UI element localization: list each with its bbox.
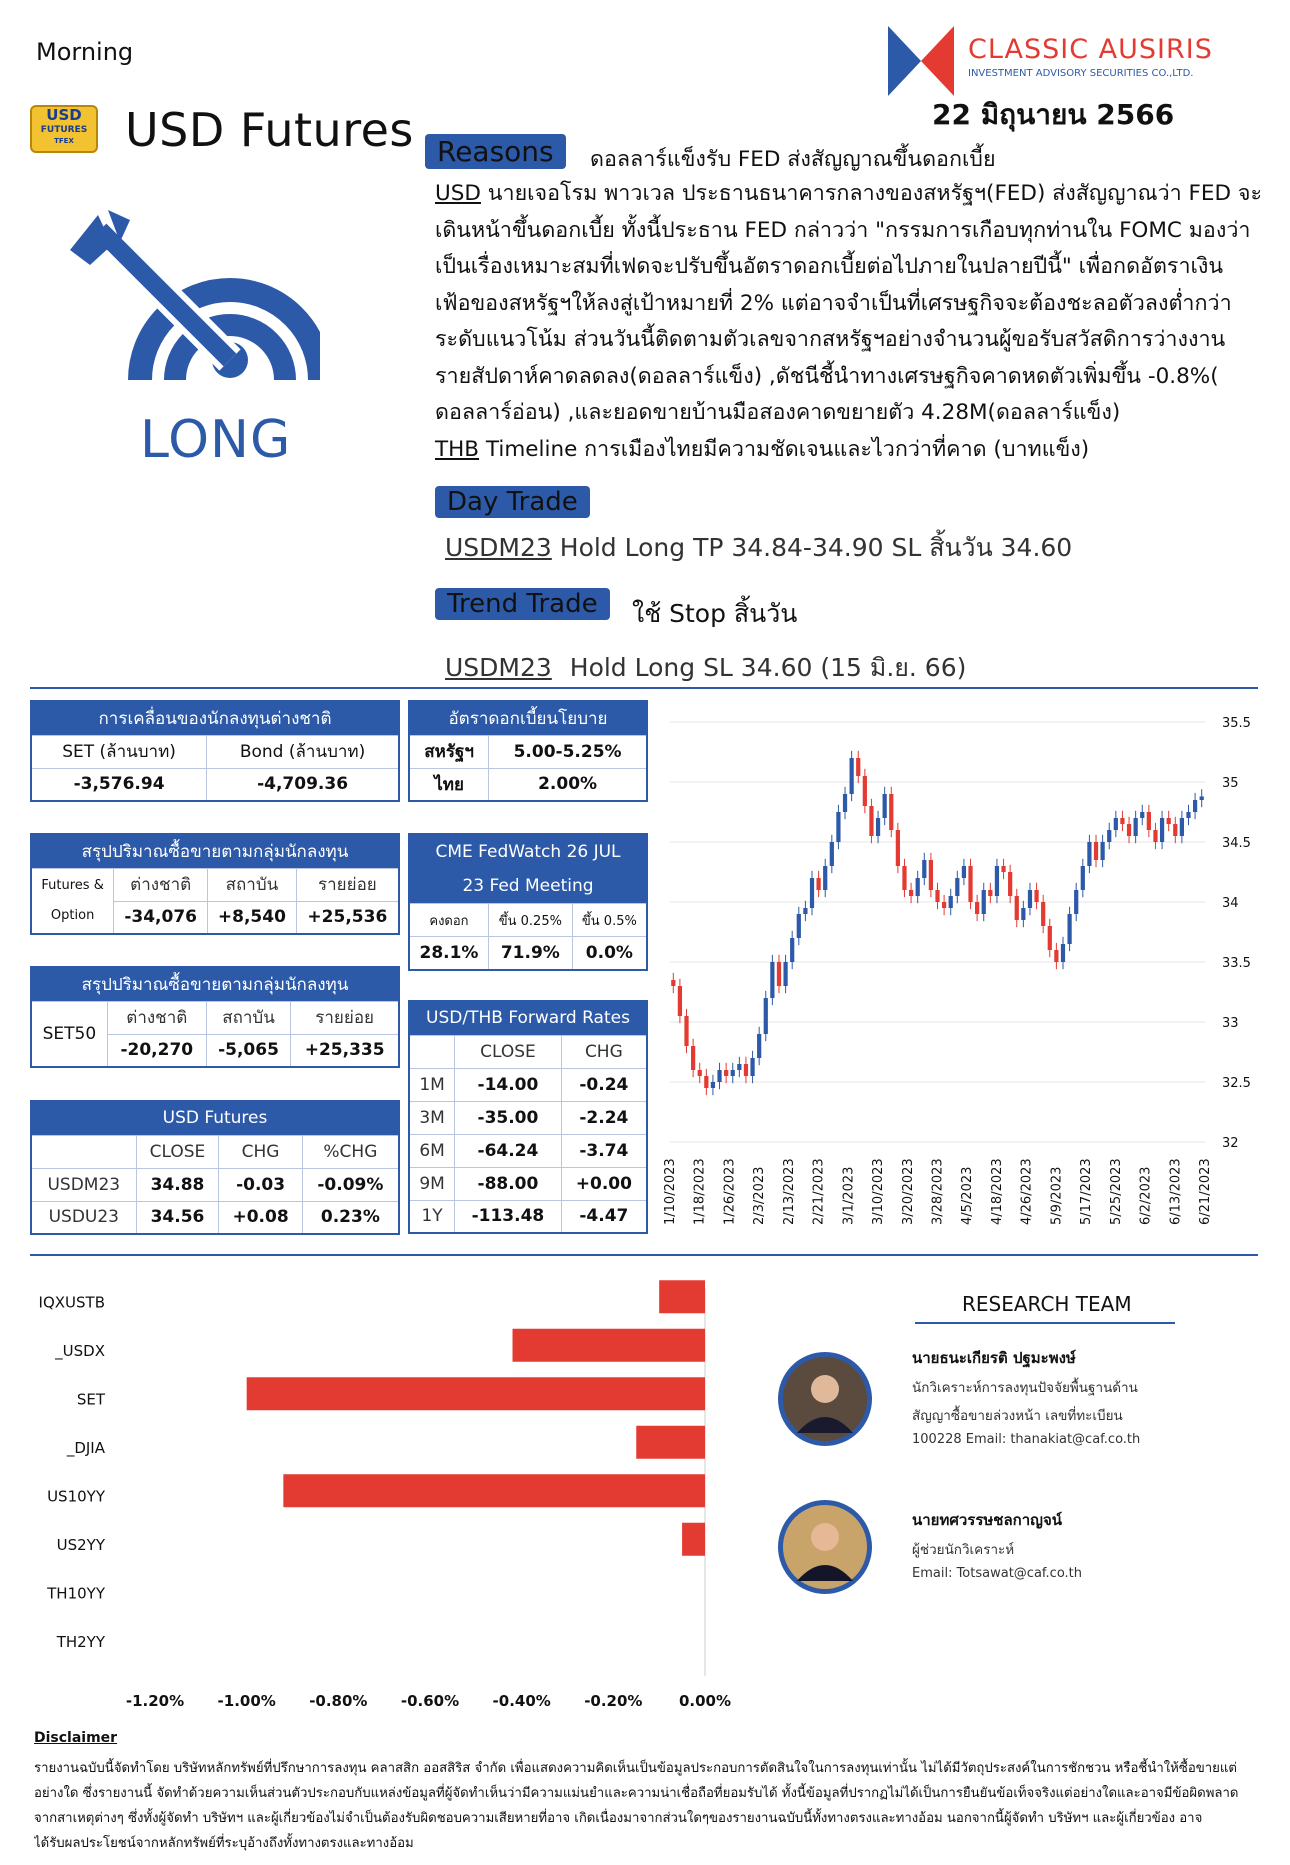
candle-body	[1173, 824, 1177, 836]
set50-flow-rowlabel: SET50	[31, 1001, 107, 1067]
x-tick-label: 1/10/2023	[663, 1158, 678, 1225]
candle-body	[1153, 830, 1157, 842]
candle-body	[896, 830, 900, 866]
x-tick-label: 0.00%	[678, 1692, 732, 1710]
candle-body	[916, 878, 920, 896]
thb-line: Timeline การเมืองไทยมีความชัดเจนและไวกว่าที่คาด (บาทแข็ง)	[485, 436, 1090, 462]
candle-body	[764, 998, 768, 1034]
policy-rate-table	[408, 700, 648, 802]
futures-flow-v3: +25,536	[296, 901, 399, 934]
usd-futures-symbol: USDM23	[31, 1168, 136, 1201]
x-tick-label: -0.40%	[492, 1692, 551, 1710]
product-title: USD Futures	[125, 103, 414, 157]
brand-subtitle: INVESTMENT ADVISORY SECURITIES CO.,LTD.	[968, 68, 1194, 79]
candle-body	[737, 1064, 741, 1070]
trend-trade-symbol: USDM23	[445, 653, 552, 682]
fedwatch-v2: 71.9%	[488, 937, 572, 970]
researcher-1-line-3: 100228 Email: thanakiat@caf.co.th	[912, 1432, 1141, 1447]
candle-body	[1186, 812, 1190, 818]
trend-trade-text: Hold Long SL 34.60 (15 มิ.ย. 66)	[569, 653, 967, 682]
forward-h2: CHG	[561, 1035, 647, 1068]
candle-body	[816, 878, 820, 890]
x-tick-label: 5/25/2023	[1108, 1158, 1124, 1225]
person-icon	[783, 1505, 867, 1589]
candle-body	[731, 1070, 735, 1076]
forward-chg: +0.00	[561, 1167, 647, 1200]
futures-flow-h3: รายย่อย	[296, 868, 399, 901]
divider-top	[30, 687, 1258, 689]
candle-body	[1021, 908, 1025, 920]
candle-body	[1094, 842, 1098, 860]
candle-body	[1015, 896, 1019, 920]
x-tick-label: 2/13/2023	[781, 1158, 797, 1225]
disclaimer-title: Disclaimer	[34, 1730, 118, 1746]
futures-flow-rowlabel1: Futures &	[41, 877, 104, 893]
candle-body	[1160, 818, 1164, 842]
researcher-1-name: นายธนะเกียรติ ปฐมะพงษ์	[912, 1349, 1076, 1367]
x-tick-label: 3/20/2023	[900, 1158, 916, 1225]
set50-flow-table	[30, 966, 400, 1068]
candle-body	[856, 758, 860, 776]
x-tick-label: 4/18/2023	[989, 1158, 1005, 1225]
x-tick-label: 4/5/2023	[960, 1166, 976, 1225]
candle-body	[1041, 902, 1045, 926]
y-tick-label: 35.5	[1222, 716, 1251, 731]
bar	[513, 1329, 706, 1362]
candle-body	[1087, 842, 1091, 866]
candle-body	[691, 1046, 695, 1070]
policy-rate-v1: 5.00-5.25%	[489, 735, 647, 768]
trend-trade-note: ใช้ Stop สิ้นวัน	[632, 599, 798, 628]
candle-body	[883, 794, 887, 818]
usd-futures-chg: -0.03	[219, 1168, 302, 1201]
policy-rate-r2: ไทย	[409, 768, 489, 801]
disclaimer-body	[34, 1756, 1264, 1856]
candle-body	[1120, 818, 1124, 824]
candle-body	[770, 962, 774, 998]
usd-futures-close: 34.88	[136, 1168, 219, 1201]
candle-body	[942, 902, 946, 908]
disclaimer-line: ได้รับผลประโยชน์จากหลักทรัพย์ที่ระบุอ้างถึงทั้งทางตรงและทางอ้อม	[34, 1836, 414, 1851]
fedwatch-v1: 28.1%	[409, 937, 488, 970]
forward-tenor: 9M	[409, 1167, 455, 1200]
y-tick-label: 35	[1222, 776, 1239, 791]
forward-close: -14.00	[455, 1068, 562, 1101]
set50-flow-v2: -5,065	[206, 1034, 291, 1067]
x-tick-label: 2/21/2023	[811, 1158, 827, 1225]
policy-rate-title: อัตราดอกเบี้ยนโยบาย	[409, 701, 647, 735]
x-tick-label: 6/21/2023	[1198, 1158, 1213, 1225]
bar-category-label: IQXUSTB	[38, 1293, 105, 1312]
y-tick-label: 34	[1222, 896, 1239, 911]
forward-chg: -2.24	[561, 1101, 647, 1134]
forward-tenor: 3M	[409, 1101, 455, 1134]
usd-futures-symbol: USDU23	[31, 1201, 136, 1234]
forward-close: -113.48	[455, 1200, 562, 1233]
forward-h1: CLOSE	[455, 1035, 562, 1068]
researcher-2-line-1: ผู้ช่วยนักวิเคราะห์	[912, 1542, 1015, 1558]
bar-category-label: TH2YY	[56, 1632, 105, 1651]
futures-flow-table	[30, 833, 400, 935]
researcher-1-line-2: สัญญาซื้อขายล่วงหน้า เลขที่ทะเบียน	[912, 1408, 1123, 1424]
x-tick-label: 5/9/2023	[1049, 1166, 1065, 1225]
table-row	[409, 1068, 647, 1101]
candle-body	[889, 794, 893, 830]
x-tick-label: 6/2/2023	[1138, 1166, 1154, 1225]
reasons-line-6: รายสัปดาห์คาดลดลง(ดอลลาร์แข็ง) ,ดัชนีชี้นำทางเศรษฐกิจคาดหดตัวเพิ่มขึ้น -0.8%(	[435, 363, 1219, 389]
reasons-headline: ดอลลาร์แข็งรับ FED ส่งสัญญาณขึ้นดอกเบี้ย	[590, 147, 996, 172]
fedwatch-h1: คงดอก	[409, 904, 488, 937]
candle-body	[869, 806, 873, 836]
candle-body	[1101, 842, 1105, 860]
candle-body	[671, 980, 675, 986]
day-trade-text: Hold Long TP 34.84-34.90 SL สิ้นวัน 34.60	[559, 533, 1073, 562]
candle-body	[1054, 950, 1058, 962]
x-tick-label: 3/10/2023	[871, 1158, 887, 1225]
change-bar-chart	[30, 1280, 750, 1720]
researcher-2-name: นายทศวรรษชลกาญจน์	[912, 1511, 1062, 1529]
candle-body	[929, 860, 933, 890]
logo-top-text: USD	[46, 106, 82, 124]
x-tick-label: 4/26/2023	[1019, 1158, 1035, 1225]
reasons-line-7: ดอลลาร์อ่อน) ,และยอดขายบ้านมือสองคาดขยายตัว 4.28M(ดอลลาร์แข็ง)	[435, 400, 1121, 425]
candle-body	[975, 902, 979, 914]
candle-body	[1167, 818, 1171, 824]
bar-category-label: _DJIA	[66, 1438, 105, 1457]
set50-flow-v3: +25,335	[291, 1034, 399, 1067]
disclaimer-line: อย่างใด ซึ่งรายงานนี้ จัดทำด้วยความเห็นส่วนตัวประกอบกับแหล่งข้อมูลที่ผู้จัดทำเห็นว่ามีความแม่นยำและความน่าเชื่อถือที่ยอมรับได้ ทั้งนี้ข้อมูลที่ปรากฏไม่ได้เป็นการยืนยันข้อเท็จจริงแต่อย่างใดและอาจมีข้อผิดพลาด	[34, 1786, 1239, 1801]
target-icon	[70, 210, 320, 385]
set50-flow-v1: -20,270	[107, 1034, 206, 1067]
futures-flow-h2: สถาบัน	[208, 868, 297, 901]
bar	[247, 1377, 705, 1410]
fedwatch-h3: ขึ้น 0.5%	[572, 904, 647, 937]
usd-futures-table	[30, 1100, 400, 1235]
fedwatch-v3: 0.0%	[572, 937, 647, 970]
usd-label: USD	[435, 181, 481, 206]
bar	[283, 1474, 705, 1507]
forward-chg: -0.24	[561, 1068, 647, 1101]
fedwatch-title2: 23 Fed Meeting	[462, 876, 594, 896]
candle-body	[1140, 812, 1144, 818]
forward-tenor: 1Y	[409, 1200, 455, 1233]
candle-body	[810, 878, 814, 908]
forward-chg: -4.47	[561, 1200, 647, 1233]
candle-body	[744, 1064, 748, 1076]
foreign-flow-title: การเคลื่อนของนักลงทุนต่างชาติ	[31, 701, 399, 735]
table-row	[409, 1101, 647, 1134]
forward-close: -35.00	[455, 1101, 562, 1134]
table-row	[409, 1200, 647, 1233]
candle-body	[790, 938, 794, 962]
x-tick-label: 5/17/2023	[1079, 1158, 1095, 1225]
research-team-title: RESEARCH TEAM	[962, 1292, 1132, 1316]
reasons-line-3: เป็นเรื่องเหมาะสมที่เฟดจะปรับขึ้นอัตราดอกเบี้ยต่อไปภายในปลายปีนี้" เพื่อกดอัตราเงิน	[435, 254, 1224, 279]
candle-body	[717, 1070, 721, 1082]
reasons-line-5: ระดับแนวโน้ม ส่วนวันนี้ติดตามตัวเลขจากสหรัฐฯอย่างจำนวนผู้ขอรับสวัสดิการว่างงาน	[435, 327, 1226, 352]
candle-body	[823, 866, 827, 890]
fedwatch-h2: ขึ้น 0.25%	[488, 904, 572, 937]
bar	[636, 1426, 705, 1459]
fedwatch-title1: CME FedWatch 26 JUL	[435, 842, 621, 862]
usd-futures-close: 34.56	[136, 1201, 219, 1234]
y-tick-label: 32.5	[1222, 1076, 1251, 1091]
table-row	[409, 1167, 647, 1200]
bar-category-label: _USDX	[55, 1341, 105, 1360]
bar	[682, 1523, 705, 1556]
usd-futures-h1: CLOSE	[136, 1135, 219, 1168]
candle-body	[962, 866, 966, 878]
bar-category-label: US2YY	[56, 1535, 105, 1554]
foreign-flow-v2: -4,709.36	[207, 768, 399, 801]
usd-futures-logo	[30, 105, 98, 153]
forward-rates-table	[408, 1000, 648, 1234]
candle-body	[850, 758, 854, 794]
x-tick-label: 1/18/2023	[692, 1158, 708, 1225]
fedwatch-table	[408, 833, 648, 971]
candle-body	[803, 908, 807, 914]
disclaimer-line: จากสาเหตุต่างๆ ซึ่งทั้งผู้จัดทำ บริษัทฯ และผู้เกี่ยวข้องไม่จำเป็นต้องรับผิดชอบความเสียหายที่อาจ เกิดเนื่องมาจากส่วนใดๆของรายงานฉบับนี้ทั้งทางตรงและทางอ้อม นอกจากนี้ผู้จัดทำ บริษัทฯ และผู้เกี่ยวข้อง อาจ	[34, 1811, 1203, 1826]
bar-category-label: SET	[76, 1390, 105, 1409]
candle-body	[909, 890, 913, 896]
candle-body	[935, 890, 939, 902]
candle-body	[1061, 944, 1065, 962]
usd-futures-chg: +0.08	[219, 1201, 302, 1234]
reasons-line-2: เดินหน้าขึ้นดอกเบี้ย ทั้งนี้ประธาน FED กล่าวว่า "กรรมการเกือบทุกท่านใน FOMC มองว่า	[435, 217, 1251, 243]
disclaimer-line: รายงานฉบับนี้จัดทำโดย บริษัทหลักทรัพย์ที่ปรึกษาการลงทุน คลาสสิก ออสสิริส จำกัด เพื่อแสดงความคิดเห็นเป็นข้อมูลประกอบการตัดสินใจในการลงทุนเท่านั้น ไม่ได้มีวัตถุประสงค์ในการชักชวน หรือชี้นำให้ซื้อขายแต่	[34, 1761, 1237, 1776]
divider-mid	[30, 1254, 1258, 1256]
candle-body	[757, 1034, 761, 1058]
candle-body	[955, 878, 959, 896]
futures-flow-h1: ต่างชาติ	[114, 868, 208, 901]
candle-body	[1114, 818, 1118, 830]
day-trade-symbol: USDM23	[445, 533, 552, 562]
morning-label: Morning	[36, 38, 134, 66]
table-row	[409, 1134, 647, 1167]
candle-body	[876, 818, 880, 836]
futures-flow-v1: -34,076	[114, 901, 208, 934]
usd-futures-pchg: 0.23%	[302, 1201, 399, 1234]
policy-rate-r1: สหรัฐฯ	[409, 735, 489, 768]
candle-body	[902, 866, 906, 890]
forward-tenor: 6M	[409, 1134, 455, 1167]
usd-futures-h3: %CHG	[302, 1135, 399, 1168]
candle-body	[783, 962, 787, 986]
candle-body	[1048, 926, 1052, 950]
table-row	[31, 1201, 399, 1234]
candle-body	[1034, 890, 1038, 902]
set50-flow-h3: รายย่อย	[291, 1001, 399, 1034]
x-tick-label: 2/3/2023	[752, 1166, 768, 1225]
person-icon	[783, 1357, 867, 1441]
bar-category-label: TH10YY	[47, 1584, 105, 1603]
y-tick-label: 34.5	[1222, 836, 1251, 851]
x-tick-label: 1/26/2023	[722, 1158, 738, 1225]
reasons-line-4: เฟ้อของสหรัฐฯให้ลงสู่เป้าหมายที่ 2% แต่อาจจำเป็นที่เศรษฐกิจจะต้องชะลอตัวลงต่ำกว่า	[435, 290, 1232, 316]
reasons-line-1: นายเจอโรม พาวเวล ประธานธนาคารกลางของสหรัฐฯ(FED) ส่งสัญญาณว่า FED จะ	[487, 181, 1263, 206]
candle-body	[1028, 890, 1032, 908]
candle-body	[1180, 818, 1184, 836]
candle-body	[698, 1070, 702, 1076]
x-tick-label: -0.20%	[584, 1692, 643, 1710]
futures-flow-title: สรุปปริมาณซื้อขายตามกลุ่มนักลงทุน	[31, 834, 399, 868]
candle-body	[777, 962, 781, 986]
candle-body	[724, 1070, 728, 1076]
foreign-flow-table	[30, 700, 400, 802]
candle-body	[1081, 866, 1085, 890]
research-title-underline	[915, 1322, 1175, 1324]
futures-flow-v2: +8,540	[208, 901, 297, 934]
forward-close: -88.00	[455, 1167, 562, 1200]
bar-category-label: US10YY	[47, 1487, 105, 1506]
candle-body	[843, 794, 847, 812]
set50-flow-h1: ต่างชาติ	[107, 1001, 206, 1034]
x-tick-label: -0.80%	[309, 1692, 368, 1710]
day-trade-line	[445, 528, 1072, 568]
usd-futures-table-title: USD Futures	[31, 1101, 399, 1135]
x-tick-label: 3/1/2023	[841, 1166, 857, 1225]
candle-body	[988, 890, 992, 896]
set50-flow-h2: สถาบัน	[206, 1001, 291, 1034]
candle-body	[982, 890, 986, 914]
candle-body	[863, 776, 867, 806]
candle-body	[836, 812, 840, 842]
candle-body	[1193, 800, 1197, 812]
signal-label: LONG	[140, 410, 292, 470]
usd-futures-pchg: -0.09%	[302, 1168, 399, 1201]
foreign-flow-h1: SET (ล้านบาท)	[31, 735, 207, 768]
bar	[659, 1280, 705, 1313]
foreign-flow-v1: -3,576.94	[31, 768, 207, 801]
table-row	[31, 1168, 399, 1201]
avatar	[778, 1352, 872, 1446]
candle-body	[1127, 824, 1131, 836]
usd-futures-h2: CHG	[219, 1135, 302, 1168]
logo-bot-text: TFEX	[54, 137, 74, 145]
day-trade-tag: Day Trade	[435, 486, 590, 518]
forward-chg: -3.74	[561, 1134, 647, 1167]
trend-trade-tag: Trend Trade	[435, 588, 610, 620]
forward-tenor: 1M	[409, 1068, 455, 1101]
candle-body	[1001, 866, 1005, 872]
candle-body	[1067, 914, 1071, 944]
classic-ausiris-logo-icon	[888, 26, 954, 96]
candle-body	[711, 1082, 715, 1088]
candle-body	[704, 1076, 708, 1088]
candle-body	[922, 860, 926, 878]
candle-body	[949, 896, 953, 908]
policy-rate-v2: 2.00%	[489, 768, 647, 801]
thb-label: THB	[435, 436, 480, 462]
x-tick-label: -1.00%	[217, 1692, 276, 1710]
candlestick-chart	[660, 700, 1260, 1240]
logo-mid-text: FUTURES	[40, 125, 88, 135]
researcher-1-line-1: นักวิเคราะห์การลงทุนปัจจัยพื้นฐานด้าน	[912, 1380, 1138, 1396]
avatar	[778, 1500, 872, 1594]
set50-flow-title: สรุปปริมาณซื้อขายตามกลุ่มนักลงทุน	[31, 967, 399, 1001]
trend-trade-line	[445, 648, 966, 688]
brand-name: CLASSIC AUSIRIS	[968, 34, 1213, 65]
researcher-2-line-2: Email: Totsawat@caf.co.th	[912, 1566, 1083, 1581]
x-tick-label: -0.60%	[400, 1692, 460, 1710]
candle-body	[750, 1058, 754, 1076]
x-tick-label: 6/13/2023	[1168, 1158, 1184, 1225]
foreign-flow-h2: Bond (ล้านบาท)	[207, 735, 399, 768]
y-tick-label: 33.5	[1222, 956, 1251, 971]
y-tick-label: 33	[1222, 1016, 1239, 1031]
futures-flow-rowlabel2: Option	[50, 907, 95, 923]
candle-body	[797, 914, 801, 938]
forward-close: -64.24	[455, 1134, 562, 1167]
candle-body	[1074, 890, 1078, 914]
candle-body	[830, 842, 834, 866]
candle-body	[995, 866, 999, 896]
candle-body	[968, 866, 972, 902]
candle-body	[1134, 818, 1138, 836]
candle-body	[678, 986, 682, 1016]
report-date: 22 มิถุนายน 2566	[932, 98, 1175, 131]
reasons-body	[435, 176, 1265, 468]
x-tick-label: 3/28/2023	[930, 1158, 946, 1225]
candle-body	[1107, 830, 1111, 842]
forward-title: USD/THB Forward Rates	[409, 1001, 647, 1035]
candle-body	[1008, 872, 1012, 896]
candle-body	[684, 1016, 688, 1046]
y-tick-label: 32	[1222, 1136, 1239, 1151]
reasons-tag: Reasons	[425, 134, 566, 169]
candle-body	[1200, 796, 1204, 800]
candle-body	[1147, 812, 1151, 830]
x-tick-label: -1.20%	[125, 1692, 185, 1710]
